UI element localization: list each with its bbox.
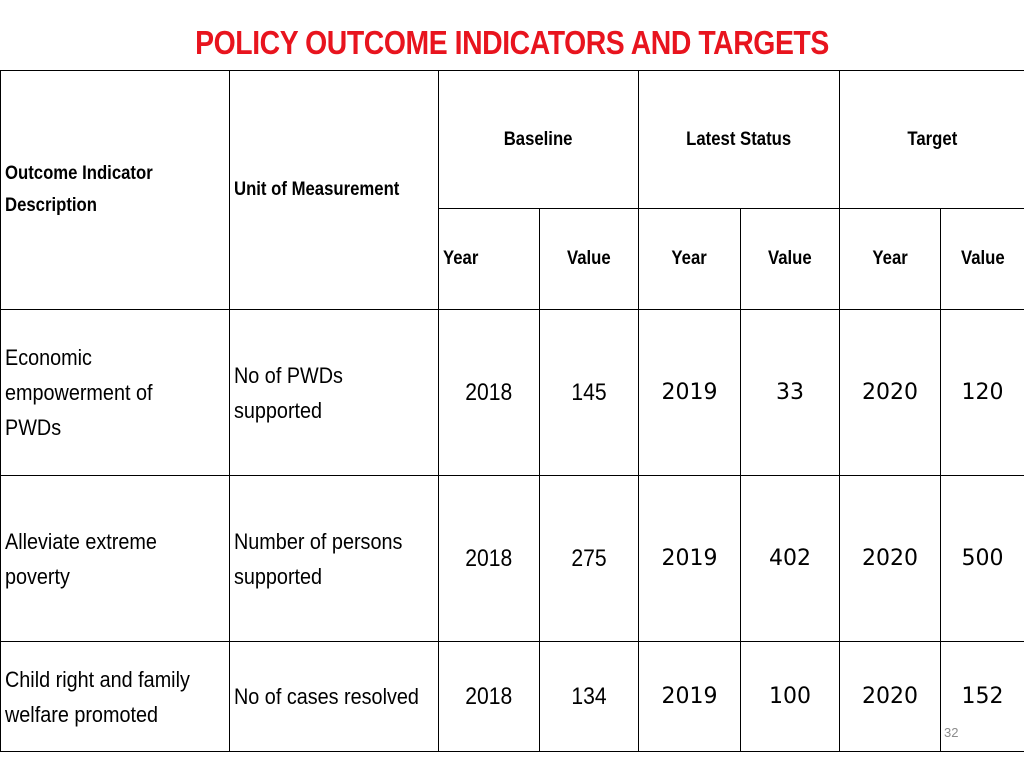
header-baseline-value-cell	[540, 209, 639, 310]
row-unit: No of PWDs supported	[230, 310, 439, 476]
latest-value: 402	[741, 476, 840, 642]
row-unit: No of cases resolved	[230, 642, 439, 752]
baseline-value: 134	[540, 642, 639, 752]
header-description: Outcome Indicator Description	[5, 163, 153, 216]
latest-value: 100	[741, 642, 840, 752]
target-year: 2020	[840, 476, 941, 642]
header-latest-status-cell	[639, 71, 840, 209]
header-target: Target	[907, 129, 957, 150]
row-description: Alleviate extreme poverty	[1, 476, 230, 642]
header-target-value: Value	[960, 248, 1005, 269]
header-target-cell	[840, 71, 1024, 209]
target-value: 500	[941, 476, 1024, 642]
target-year: 2020	[840, 310, 941, 476]
baseline-year: 2018	[439, 310, 540, 476]
header-baseline: Baseline	[504, 129, 573, 150]
outcome-indicators-table	[0, 70, 1024, 752]
latest-year: 2019	[639, 642, 741, 752]
header-baseline-year-cell	[439, 209, 540, 310]
header-target-year-cell	[840, 209, 941, 310]
row-description: Economic empowerment of PWDs	[1, 310, 230, 476]
header-unit-cell	[230, 71, 439, 310]
baseline-value: 145	[540, 310, 639, 476]
baseline-year: 2018	[439, 476, 540, 642]
header-latest-year: Year	[671, 248, 708, 269]
header-target-year: Year	[872, 248, 908, 269]
header-latest-value-cell	[741, 209, 840, 310]
header-baseline-value: Value	[567, 248, 611, 269]
baseline-year: 2018	[439, 642, 540, 752]
target-value: 120	[941, 310, 1024, 476]
table-row	[1, 476, 1024, 642]
header-latest-year-cell	[639, 209, 741, 310]
target-year: 2020	[840, 642, 941, 752]
header-description-cell	[1, 71, 230, 310]
header-latest-value: Value	[768, 248, 812, 269]
table-row	[1, 642, 1024, 752]
header-baseline-cell	[439, 71, 639, 209]
header-latest-status: Latest Status	[686, 129, 792, 150]
latest-value: 33	[741, 310, 840, 476]
header-target-value-cell	[941, 209, 1024, 310]
row-description: Child right and family welfare promoted	[1, 642, 230, 752]
table-row	[1, 310, 1024, 476]
header-baseline-year: Year	[443, 248, 479, 269]
page-number: 32	[944, 725, 959, 740]
row-unit: Number of persons supported	[230, 476, 439, 642]
baseline-value: 275	[540, 476, 639, 642]
latest-year: 2019	[639, 310, 741, 476]
header-unit: Unit of Measurement	[234, 179, 400, 200]
slide-title: POLICY OUTCOME INDICATORS AND TARGETS	[195, 24, 829, 61]
latest-year: 2019	[639, 476, 741, 642]
target-value: 152	[941, 642, 1024, 752]
